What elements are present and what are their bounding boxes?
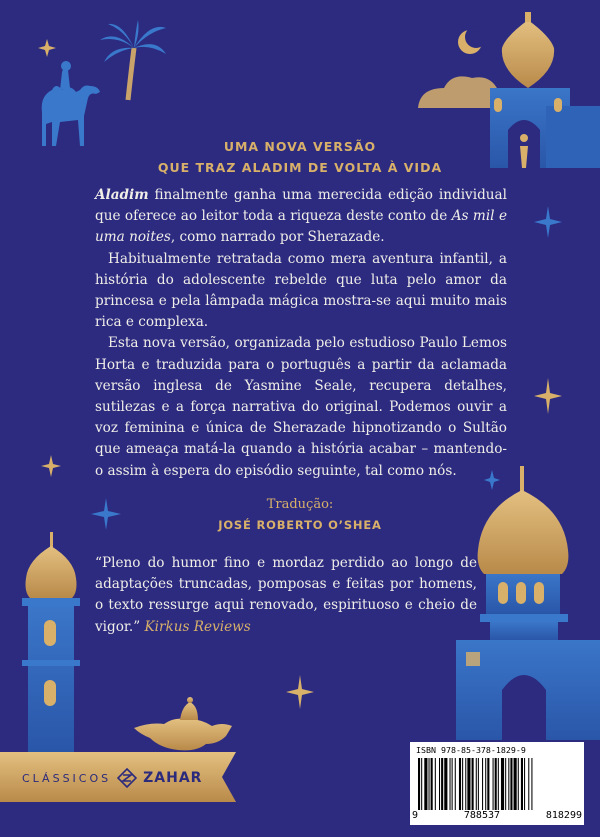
headline-line-1: UMA NOVA VERSÃO [223,139,377,154]
sparkle-star-icon [38,39,56,57]
quote-source: Kirkus Reviews [144,618,251,635]
barcode-bar [459,758,461,810]
sparkle-star-icon [534,378,562,414]
barcode-bar [493,758,494,810]
barcode-bar [487,758,489,810]
barcode-bar [452,758,453,810]
barcode-bar [524,758,525,810]
barcode-digit-group: 818299 [545,810,582,821]
barcode-bar [444,758,447,810]
barcode-bar [518,758,519,810]
headline [0,136,600,178]
synopsis-text: finalmente ganha uma merecida edição individual que oferece ao leitor toda a riqueza deste conto de [95,187,507,225]
translator-name: JOSÉ ROBERTO O’SHEA [218,518,382,532]
review-quote [95,553,477,638]
sparkle-star-icon [41,455,61,477]
barcode-bar [501,758,504,810]
barcode-bar [424,758,427,810]
synopsis [95,185,507,482]
left-minaret-illustration [22,532,80,752]
barcode-bar [498,758,499,810]
brand-series: CLÁSSICOS [22,771,112,785]
brand-name: ZAHAR [143,770,203,786]
translator-label: Tradução: [266,497,334,512]
translator-credit [0,496,600,536]
barcode-bar [465,758,466,810]
barcode-bar [450,758,451,810]
barcode-digits [412,810,582,821]
crescent-moon-icon [458,26,487,54]
barcode-digit-group: 788537 [463,810,501,821]
oil-lamp-icon [134,697,232,750]
barcode-digit-group: 9 [412,810,419,821]
barcode-bar [429,758,430,810]
barcode-bar [472,758,474,810]
barcode-bar [462,758,463,810]
sparkle-star-icon [286,675,314,709]
work-title: As mil e uma noites [95,208,507,246]
barcode-bar [467,758,470,810]
sparkle-star-icon [534,206,562,238]
barcode-bar [521,758,523,810]
barcode-bar [482,758,483,810]
quote-text: “Pleno do humor fino e mordaz perdido ao longo de adaptações truncadas, pomposas e feitas por homens, o texto ressurge aqui renovado, espirituoso e cheio de vigor.” [95,555,477,635]
isbn-barcode [410,742,584,825]
barcode-bar [505,758,506,810]
zahar-diamond-logo-icon [117,768,137,788]
barcode-bars [418,758,576,810]
camel-rider-icon [42,61,100,146]
palm-tree-icon [100,20,166,100]
barcode-bar [485,758,486,810]
barcode-bar [508,758,509,810]
barcode-bar [435,758,436,810]
barcode-bar [421,758,422,810]
headline-line-2: QUE TRAZ ALADIM DE VOLTA À VIDA [157,160,443,175]
barcode-bar [478,758,479,810]
synopsis-text: , como narrado por Sherazade. [170,229,385,246]
barcode-bar [514,758,517,810]
barcode-bar [418,758,420,810]
barcode-bar [431,758,433,810]
synopsis-paragraph-2: Habitualmente retratada como mera aventura infantil, a história do adolescente rebelde que luta pelo amor da princesa e pela lâmpada mágica mostra-se aqui muito mais rica e complexa. [95,250,507,331]
synopsis-paragraph-1 [95,185,507,249]
barcode-bar [476,758,477,810]
barcode-bar [455,758,456,810]
publisher-brand [22,769,202,787]
barcode-bar [510,758,512,810]
barcode-bar [495,758,497,810]
barcode-bar [439,758,440,810]
isbn-text: ISBN 978-85-378-1829-9 [416,745,526,755]
barcode-bar [441,758,443,810]
barcode-bar [531,758,532,810]
barcode-bar [528,758,529,810]
book-title: Aladim [95,187,149,203]
synopsis-paragraph-3: Esta nova versão, organizada pelo estudioso Paulo Lemos Horta e traduzida para o português a partir da aclamada versão inglesa de Yasmine Seale, recupera detalhes, sutilezas e a força narrativa do original. Podemos ouvir a voz feminina e única de Sherazade hipnotizando o Sultão que ameaça matá-la quando a história acabar – mantendo-o assim à espera do episódio seguinte, tal como nós. [95,335,507,479]
